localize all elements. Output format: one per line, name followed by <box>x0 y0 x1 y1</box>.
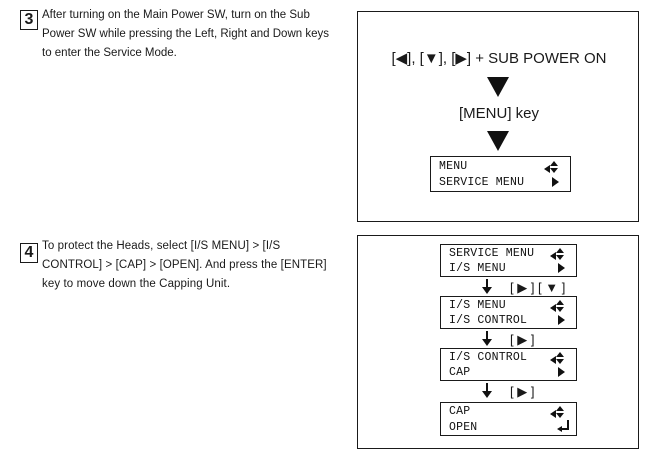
enter-icon-head <box>557 426 562 432</box>
step-4-text-line: CONTROL] > [CAP] > [OPEN]. And press the [ENTER] <box>42 259 327 271</box>
right-triangle-icon <box>558 367 565 377</box>
step-4-instructions <box>42 237 362 294</box>
lcd-line-1: MENU <box>439 160 468 173</box>
transition-keys-1: [ ▶ ] [ ▼ ] <box>510 280 566 295</box>
step-3-diagram-frame <box>357 11 639 222</box>
step-3-text-line: After turning on the Main Power SW, turn on the Sub <box>42 9 310 21</box>
lcd-line-2: I/S MENU <box>449 262 506 275</box>
lcd-line-2: OPEN <box>449 421 478 434</box>
lcd-line-1: I/S CONTROL <box>449 351 528 364</box>
lcd-display-service-menu <box>440 244 577 277</box>
down-arrow-head <box>482 391 492 398</box>
lcd-line-1: CAP <box>449 405 471 418</box>
step-4-number: 4 <box>20 243 38 263</box>
menu-key-label: [MENU] key <box>458 105 539 122</box>
right-triangle-icon <box>558 263 565 273</box>
step-3-instructions <box>42 6 362 63</box>
key-combo-label: [◀], [▼], [▶] + SUB POWER ON <box>391 50 607 67</box>
step-3-text-line: to enter the Service Mode. <box>42 47 177 59</box>
step-3-text-line: Power SW while pressing the Left, Right and Down keys <box>42 28 329 40</box>
step-4-diagram-frame <box>357 235 639 449</box>
lcd-line-2: CAP <box>449 366 471 379</box>
down-arrow-icon <box>487 131 509 151</box>
down-arrow-head <box>482 339 492 346</box>
transition-keys-3: [ ▶ ] <box>510 384 535 399</box>
lcd-line-2: SERVICE MENU <box>439 176 525 189</box>
transition-keys-2: [ ▶ ] <box>510 332 535 347</box>
lcd-display-cap <box>440 402 577 436</box>
lcd-line-1: I/S MENU <box>449 299 506 312</box>
lcd-line-1: SERVICE MENU <box>449 247 535 260</box>
right-triangle-icon <box>552 177 559 187</box>
lcd-line-2: I/S CONTROL <box>449 314 528 327</box>
down-arrow-head <box>482 287 492 294</box>
lcd-display-is-control <box>440 348 577 381</box>
step-3-number: 3 <box>20 10 38 30</box>
enter-icon <box>561 420 569 430</box>
step-4-text-line: key to move down the Capping Unit. <box>42 278 231 290</box>
lcd-display-is-menu <box>440 296 577 329</box>
step-4-text-line: To protect the Heads, select [I/S MENU] > [I/S <box>42 240 281 252</box>
lcd-display-menu <box>430 156 571 192</box>
right-triangle-icon <box>558 315 565 325</box>
down-arrow-icon <box>487 77 509 97</box>
